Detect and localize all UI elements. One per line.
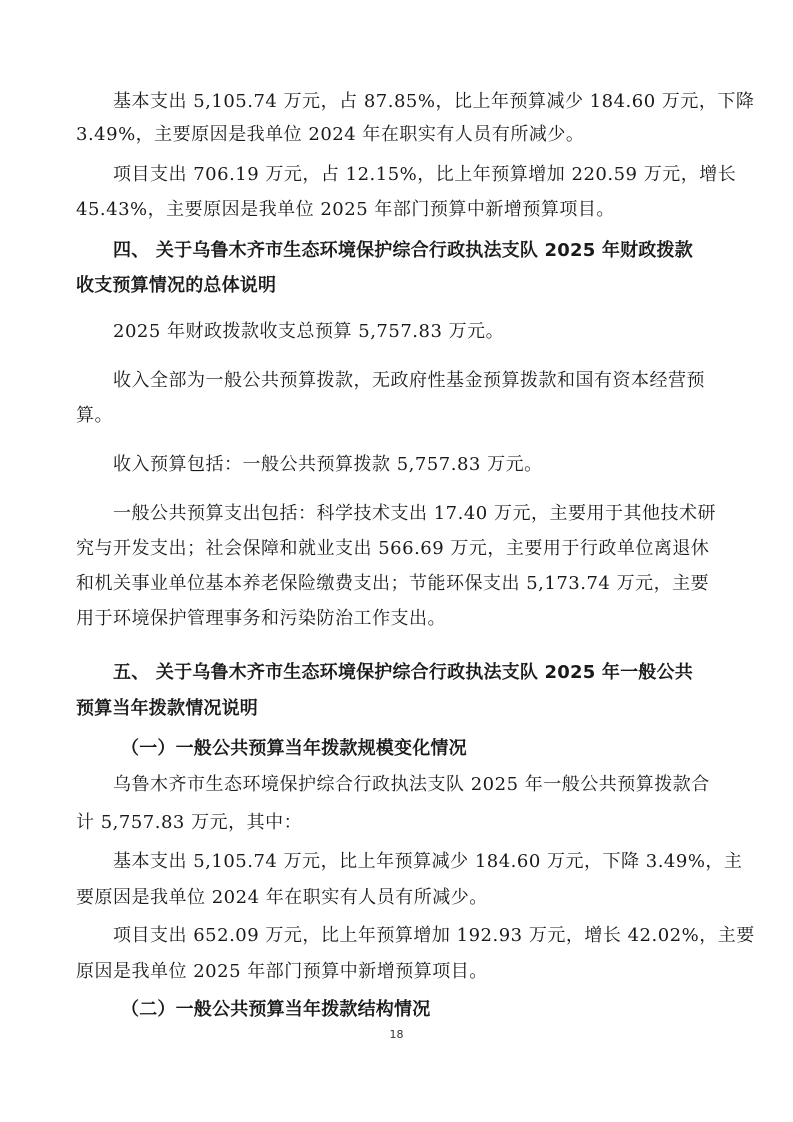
- general-budget-total-line-1: 乌鲁木齐市生态环境保护综合行政执法支队 2025 年一般公共预算拨款合: [113, 774, 710, 795]
- general-budget-total-line-2: 计 5,757.83 万元，其中：: [76, 812, 303, 833]
- subsection-1-heading: （一）一般公共预算当年拨款规模变化情况: [121, 738, 467, 759]
- income-source-line-2: 算。: [76, 405, 113, 426]
- section-4-heading-line-1: 四、 关于乌鲁木齐市生态环境保护综合行政执法支队 2025 年财政拨款: [113, 240, 693, 261]
- section-5-heading-line-2: 预算当年拨款情况说明: [76, 698, 258, 719]
- expenditure-detail-line-3: 和机关事业单位基本养老保险缴费支出；节能环保支出 5,173.74 万元，主要: [76, 573, 710, 594]
- section-4-heading-line-2: 收支预算情况的总体说明: [76, 275, 277, 296]
- income-source-line-1: 收入全部为一般公共预算拨款，无政府性基金预算拨款和国有资本经营预: [113, 370, 705, 391]
- total-budget-line: 2025 年财政拨款收支总预算 5,757.83 万元。: [113, 321, 505, 342]
- basic-expenditure-line-2: 3.49%，主要原因是我单位 2024 年在职实有人员有所减少。: [76, 124, 585, 145]
- expenditure-detail-line-1: 一般公共预算支出包括：科学技术支出 17.40 万元，主要用于其他技术研: [113, 503, 716, 524]
- general-basic-expenditure-line-1: 基本支出 5,105.74 万元，比上年预算减少 184.60 万元，下降 3.49%，主: [113, 851, 743, 872]
- basic-expenditure-line-1: 基本支出 5,105.74 万元，占 87.85%，比上年预算减少 184.60 万元，下降: [113, 91, 755, 112]
- section-5-heading-line-1: 五、 关于乌鲁木齐市生态环境保护综合行政执法支队 2025 年一般公共: [113, 662, 693, 683]
- expenditure-detail-line-4: 用于环境保护管理事务和污染防治工作支出。: [76, 608, 446, 629]
- general-project-expenditure-line-1: 项目支出 652.09 万元，比上年预算增加 192.93 万元，增长 42.02%，主要: [113, 925, 755, 946]
- project-expenditure-line-1: 项目支出 706.19 万元，占 12.15%，比上年预算增加 220.59 万元，增长: [113, 164, 737, 185]
- subsection-2-heading: （二）一般公共预算当年拨款结构情况: [121, 999, 431, 1020]
- general-project-expenditure-line-2: 原因是我单位 2025 年部门预算中新增预算项目。: [76, 961, 488, 982]
- project-expenditure-line-2: 45.43%，主要原因是我单位 2025 年部门预算中新增预算项目。: [76, 199, 615, 220]
- general-basic-expenditure-line-2: 要原因是我单位 2024 年在职实有人员有所减少。: [76, 887, 488, 908]
- page-number: 18: [389, 1028, 404, 1041]
- income-budget-line: 收入预算包括：一般公共预算拨款 5,757.83 万元。: [113, 454, 543, 475]
- expenditure-detail-line-2: 究与开发支出；社会保障和就业支出 566.69 万元，主要用于行政单位离退休: [76, 538, 710, 559]
